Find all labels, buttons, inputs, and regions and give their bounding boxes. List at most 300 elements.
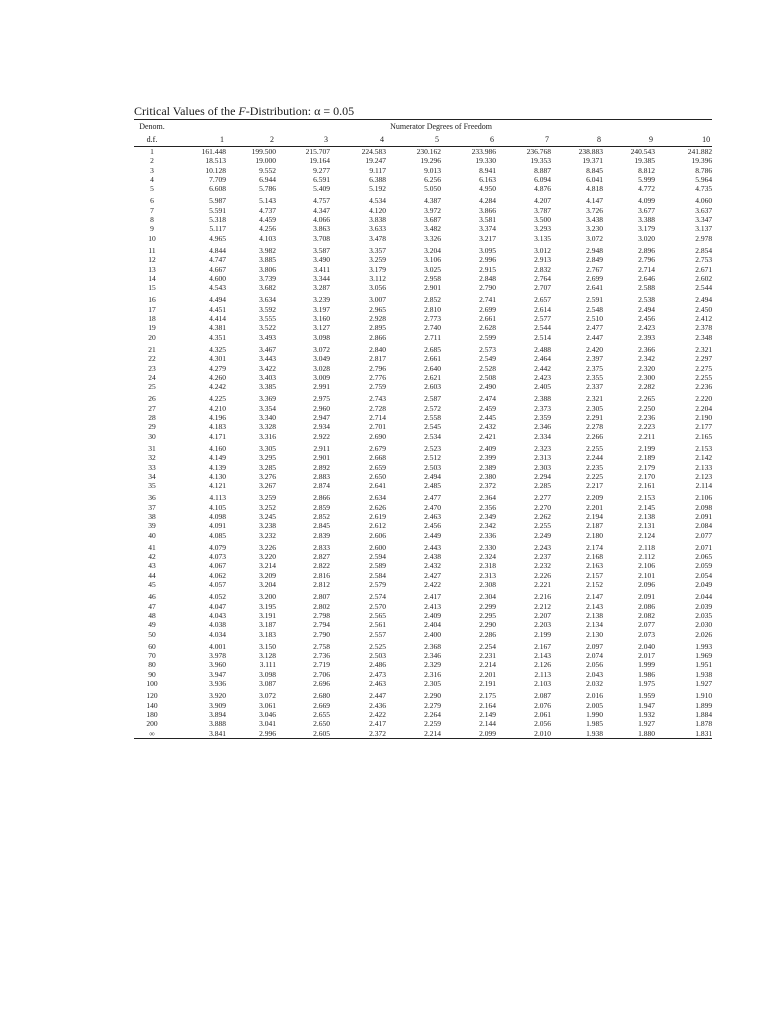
critical-value-cell: 2.588 xyxy=(638,283,655,293)
critical-value-cell: 2.634 xyxy=(369,493,386,503)
critical-value-cell: 3.909 xyxy=(209,700,226,710)
critical-value-cell: 2.355 xyxy=(586,372,603,382)
table-row xyxy=(134,404,712,413)
critical-value-cell: 2.082 xyxy=(638,610,655,620)
critical-value-cell: 3.009 xyxy=(313,372,330,382)
critical-value-cell: 2.098 xyxy=(695,502,713,512)
critical-value-cell: 2.438 xyxy=(424,552,441,562)
critical-value-cell: 2.699 xyxy=(479,304,496,314)
critical-value-cell: 2.852 xyxy=(424,295,441,305)
critical-value-cell: 2.948 xyxy=(586,245,603,255)
table-row xyxy=(134,660,712,669)
critical-value-cell: 2.764 xyxy=(534,273,551,283)
critical-value-cell: 4.038 xyxy=(209,620,226,630)
denom-df-cell: 31 xyxy=(148,443,156,453)
table-row xyxy=(134,639,712,651)
critical-value-cell: 3.098 xyxy=(259,669,276,679)
critical-value-cell: 3.978 xyxy=(209,651,226,661)
critical-value-cell: 19.385 xyxy=(634,156,655,166)
denom-df-cell: 41 xyxy=(148,542,156,552)
critical-value-cell: 3.214 xyxy=(259,561,276,571)
critical-value-cell: 1.938 xyxy=(695,669,713,679)
table-row xyxy=(134,589,712,601)
critical-value-cell: 2.485 xyxy=(424,481,441,491)
denom-df-cell: 3 xyxy=(150,165,154,175)
critical-value-cell: 2.657 xyxy=(534,295,551,305)
critical-value-cell: 2.017 xyxy=(638,651,655,661)
critical-value-cell: 2.975 xyxy=(313,394,330,404)
critical-value-cell: 2.143 xyxy=(586,601,603,611)
critical-value-cell: 2.118 xyxy=(638,542,655,552)
numerator-label: Numerator Degrees of Freedom xyxy=(390,122,493,131)
table-row xyxy=(134,512,712,521)
denom-df-cell: 100 xyxy=(146,679,158,689)
critical-value-cell: 2.822 xyxy=(313,561,330,571)
critical-value-cell: 2.167 xyxy=(534,641,551,651)
critical-value-cell: 4.387 xyxy=(424,196,441,206)
critical-value-cell: 19.396 xyxy=(691,156,713,166)
critical-value-cell: 3.581 xyxy=(479,215,496,225)
critical-value-cell: 2.076 xyxy=(534,700,551,710)
critical-value-cell: 2.131 xyxy=(638,521,655,531)
denom-df-cell: 12 xyxy=(148,255,156,265)
critical-value-cell: 2.124 xyxy=(638,530,655,540)
denom-df-cell: 26 xyxy=(148,394,156,404)
critical-value-cell: 2.388 xyxy=(534,394,551,404)
critical-value-cell: 2.300 xyxy=(638,372,655,382)
critical-value-cell: 2.226 xyxy=(534,570,551,580)
critical-value-cell: 2.573 xyxy=(479,344,496,354)
critical-value-cell: 3.806 xyxy=(259,264,276,274)
denom-df-cell: 32 xyxy=(148,453,156,463)
critical-value-cell: 2.523 xyxy=(424,443,441,453)
denom-df-cell: 39 xyxy=(148,521,156,531)
critical-value-cell: 2.096 xyxy=(638,580,655,590)
critical-value-cell: 2.494 xyxy=(424,471,441,481)
critical-value-cell: 2.422 xyxy=(369,709,386,719)
critical-value-cell: 2.061 xyxy=(534,709,551,719)
critical-value-cell: 2.163 xyxy=(586,561,603,571)
table-body xyxy=(134,147,712,739)
critical-value-cell: 2.510 xyxy=(586,314,603,324)
critical-value-cell: 4.207 xyxy=(534,196,551,206)
denom-df-cell: 15 xyxy=(148,283,156,293)
critical-value-cell: 2.207 xyxy=(534,610,551,620)
critical-value-cell: 2.549 xyxy=(479,354,496,364)
critical-value-cell: 2.044 xyxy=(695,592,713,602)
critical-value-cell: 2.528 xyxy=(479,363,496,373)
critical-value-cell: 3.239 xyxy=(313,295,330,305)
critical-value-cell: 2.508 xyxy=(479,372,496,382)
critical-value-cell: 5.987 xyxy=(209,196,226,206)
critical-value-cell: 2.191 xyxy=(479,679,496,689)
denom-df-cell: 22 xyxy=(148,354,156,364)
critical-value-cell: 2.845 xyxy=(313,521,330,531)
critical-value-cell: 9.277 xyxy=(313,165,330,175)
critical-value-cell: 2.133 xyxy=(695,462,713,472)
critical-value-cell: 2.699 xyxy=(586,273,603,283)
denom-df-cell: 19 xyxy=(148,323,156,333)
critical-value-cell: 8.812 xyxy=(638,165,655,175)
table-row xyxy=(134,292,712,304)
critical-value-cell: 1.990 xyxy=(586,709,603,719)
critical-value-cell: 6.608 xyxy=(209,184,226,194)
critical-value-cell: 2.380 xyxy=(479,471,496,481)
critical-value-cell: 2.313 xyxy=(479,570,496,580)
critical-value-cell: 1.831 xyxy=(655,729,712,739)
critical-value-cell: 3.217 xyxy=(479,233,496,243)
critical-value-cell: 2.077 xyxy=(695,530,713,540)
denom-df-cell: 120 xyxy=(146,691,158,701)
denom-df-cell: 13 xyxy=(148,264,156,274)
critical-value-cell: 3.179 xyxy=(638,224,655,234)
denom-df-cell: 40 xyxy=(148,530,156,540)
critical-value-cell: 4.183 xyxy=(209,422,226,432)
critical-value-cell: 4.043 xyxy=(209,610,226,620)
critical-value-cell: 3.443 xyxy=(259,354,276,364)
critical-value-cell: 3.947 xyxy=(209,669,226,679)
critical-value-cell: 4.171 xyxy=(209,431,226,441)
critical-value-cell: 4.543 xyxy=(209,283,226,293)
critical-value-cell: 4.105 xyxy=(209,502,226,512)
critical-value-cell: 2.859 xyxy=(313,502,330,512)
critical-value-cell: 5.192 xyxy=(369,184,386,194)
critical-value-cell: 2.217 xyxy=(586,481,603,491)
critical-value-cell: 3.061 xyxy=(259,700,276,710)
critical-value-cell: 2.359 xyxy=(534,413,551,423)
critical-value-cell: 3.388 xyxy=(638,215,655,225)
critical-value-cell: 2.741 xyxy=(479,295,496,305)
critical-value-cell: 5.409 xyxy=(313,184,330,194)
title-suffix: -Distribution: α = 0.05 xyxy=(245,104,355,118)
critical-value-cell: 2.285 xyxy=(534,481,551,491)
critical-value-cell: 2.538 xyxy=(638,295,655,305)
table-row xyxy=(134,503,712,512)
critical-value-cell: 2.514 xyxy=(534,332,551,342)
critical-value-cell: 2.255 xyxy=(586,443,603,453)
table-row xyxy=(134,224,712,233)
critical-value-cell: 2.321 xyxy=(586,394,603,404)
critical-value-cell: 2.255 xyxy=(534,521,551,531)
critical-value-cell: 2.405 xyxy=(534,382,551,392)
critical-value-cell: 3.112 xyxy=(369,273,386,283)
critical-value-cell: 4.260 xyxy=(209,372,226,382)
critical-value-cell: 2.447 xyxy=(369,691,386,701)
critical-value-cell: 4.091 xyxy=(209,521,226,531)
critical-value-cell: 1.959 xyxy=(638,691,655,701)
critical-value-cell: 2.112 xyxy=(638,552,655,562)
critical-value-cell: 4.667 xyxy=(209,264,226,274)
critical-value-cell: 3.894 xyxy=(209,709,226,719)
critical-value-cell: 5.117 xyxy=(209,224,226,234)
critical-value-cell: 2.574 xyxy=(369,592,386,602)
critical-value-cell: 8.845 xyxy=(586,165,603,175)
critical-value-cell: 2.149 xyxy=(479,709,496,719)
critical-value-cell: 2.373 xyxy=(534,403,551,413)
critical-value-cell: 5.591 xyxy=(209,205,226,215)
critical-value-cell: 3.493 xyxy=(259,332,276,342)
critical-value-cell: 2.236 xyxy=(695,382,713,392)
critical-value-cell: 3.920 xyxy=(209,691,226,701)
critical-value-cell: 2.147 xyxy=(586,592,603,602)
critical-value-cell: 2.736 xyxy=(313,651,330,661)
denom-df-cell: 47 xyxy=(148,601,156,611)
critical-value-cell: 2.839 xyxy=(313,530,330,540)
critical-value-cell: 19.353 xyxy=(530,156,551,166)
critical-value-cell: 2.579 xyxy=(369,580,386,590)
critical-value-cell: 3.403 xyxy=(259,372,276,382)
denom-df-cell: 1 xyxy=(150,147,154,156)
critical-value-cell: 2.661 xyxy=(424,354,441,364)
critical-value-cell: 2.142 xyxy=(695,453,713,463)
critical-value-cell: 3.087 xyxy=(259,679,276,689)
critical-value-cell: 2.605 xyxy=(276,729,330,739)
critical-value-cell: 3.295 xyxy=(259,453,276,463)
critical-value-cell: 1.985 xyxy=(586,719,603,729)
critical-value-cell: 2.201 xyxy=(479,669,496,679)
critical-value-cell: 2.255 xyxy=(695,372,713,382)
table-row xyxy=(134,710,712,719)
critical-value-cell: 4.001 xyxy=(209,641,226,651)
critical-value-cell: 2.679 xyxy=(369,443,386,453)
critical-value-cell: 3.137 xyxy=(695,224,713,234)
critical-value-cell: 2.996 xyxy=(479,255,496,265)
table-row xyxy=(134,571,712,580)
table-row xyxy=(134,274,712,283)
critical-value-cell: 3.220 xyxy=(259,552,276,562)
critical-value-cell: 3.049 xyxy=(313,354,330,364)
critical-value-cell: 3.866 xyxy=(479,205,496,215)
critical-value-cell: 4.103 xyxy=(259,233,276,243)
critical-value-cell: 2.490 xyxy=(479,382,496,392)
critical-value-cell: 4.149 xyxy=(209,453,226,463)
critical-value-cell: 215.707 xyxy=(305,147,330,156)
table-row xyxy=(134,561,712,570)
critical-value-cell: 2.221 xyxy=(534,580,551,590)
critical-value-cell: 3.467 xyxy=(259,344,276,354)
table-row xyxy=(134,342,712,354)
denom-df-cell: 10 xyxy=(148,233,156,243)
critical-value-cell: 3.687 xyxy=(424,215,441,225)
critical-value-cell: 2.329 xyxy=(424,660,441,670)
critical-value-cell: 2.913 xyxy=(534,255,551,265)
critical-value-cell: 4.737 xyxy=(259,205,276,215)
critical-value-cell: 2.243 xyxy=(534,542,551,552)
critical-value-cell: 3.072 xyxy=(259,691,276,701)
critical-value-cell: 2.091 xyxy=(695,511,713,521)
critical-value-cell: 2.303 xyxy=(534,462,551,472)
critical-value-cell: 2.486 xyxy=(369,660,386,670)
critical-value-cell: 2.378 xyxy=(695,323,713,333)
critical-value-cell: 2.965 xyxy=(369,304,386,314)
critical-value-cell: 3.634 xyxy=(259,295,276,305)
table-row xyxy=(134,147,712,157)
critical-value-cell: 5.318 xyxy=(209,215,226,225)
critical-value-cell: 2.138 xyxy=(638,511,655,521)
page-title xyxy=(134,104,712,120)
critical-value-cell: 3.127 xyxy=(313,323,330,333)
critical-value-cell: 2.892 xyxy=(313,462,330,472)
critical-value-cell: 2.237 xyxy=(534,552,551,562)
critical-value-cell: 2.420 xyxy=(586,344,603,354)
critical-value-cell: 3.340 xyxy=(259,413,276,423)
critical-value-cell: 3.187 xyxy=(259,620,276,630)
critical-value-cell: 2.225 xyxy=(586,471,603,481)
denom-df-cell: 35 xyxy=(148,481,156,491)
critical-value-cell: 9.117 xyxy=(369,165,386,175)
critical-value-cell: 3.726 xyxy=(586,205,603,215)
critical-value-cell: 5.999 xyxy=(638,174,655,184)
critical-value-cell: 3.245 xyxy=(259,511,276,521)
critical-value-cell: 1.899 xyxy=(695,700,713,710)
critical-value-cell: 2.669 xyxy=(313,700,330,710)
critical-value-cell: 2.606 xyxy=(369,530,386,540)
critical-value-cell: 3.438 xyxy=(586,215,603,225)
critical-value-cell: 2.393 xyxy=(638,332,655,342)
table-row xyxy=(134,481,712,490)
critical-value-cell: 2.449 xyxy=(424,530,441,540)
critical-value-cell: 3.888 xyxy=(209,719,226,729)
critical-value-cell: 3.708 xyxy=(313,233,330,243)
critical-value-cell: 2.589 xyxy=(369,561,386,571)
critical-value-cell: 3.357 xyxy=(369,245,386,255)
denom-df-cell: 38 xyxy=(148,511,156,521)
critical-value-cell: 2.474 xyxy=(479,394,496,404)
table-row xyxy=(134,243,712,255)
critical-value-cell: 2.477 xyxy=(586,323,603,333)
critical-value-cell: 2.671 xyxy=(695,264,713,274)
critical-value-cell: 4.757 xyxy=(313,196,330,206)
critical-value-cell: 2.187 xyxy=(586,521,603,531)
critical-value-cell: 2.494 xyxy=(695,295,713,305)
critical-value-cell: 4.325 xyxy=(209,344,226,354)
critical-value-cell: 230.162 xyxy=(416,147,441,156)
critical-value-cell: 2.641 xyxy=(586,283,603,293)
critical-value-cell: 4.052 xyxy=(209,592,226,602)
critical-value-cell: 2.035 xyxy=(695,610,713,620)
critical-value-cell: 2.456 xyxy=(638,314,655,324)
critical-value-cell: 3.490 xyxy=(313,255,330,265)
critical-value-cell: 2.661 xyxy=(479,314,496,324)
table-row xyxy=(134,175,712,184)
critical-value-cell: 3.787 xyxy=(534,205,551,215)
critical-value-cell: 4.772 xyxy=(638,184,655,194)
critical-value-cell: 2.436 xyxy=(369,700,386,710)
critical-value-cell: 2.773 xyxy=(424,314,441,324)
critical-value-cell: 19.371 xyxy=(582,156,603,166)
critical-value-cell: 6.591 xyxy=(313,174,330,184)
critical-value-cell: 3.267 xyxy=(259,481,276,491)
critical-value-cell: 3.982 xyxy=(259,245,276,255)
critical-value-cell: 4.062 xyxy=(209,570,226,580)
column-header-row xyxy=(134,133,712,147)
denom-df-cell: 50 xyxy=(148,629,156,639)
denom-df-cell: 16 xyxy=(148,295,156,305)
table-row xyxy=(134,441,712,453)
denom-df-cell: 45 xyxy=(148,580,156,590)
critical-value-cell: 2.758 xyxy=(313,641,330,651)
critical-value-cell: 3.285 xyxy=(259,462,276,472)
table-row xyxy=(134,611,712,620)
critical-value-cell: 2.477 xyxy=(424,493,441,503)
critical-value-cell: 2.848 xyxy=(479,273,496,283)
critical-value-cell: 2.680 xyxy=(313,691,330,701)
table-row xyxy=(134,531,712,540)
critical-value-cell: 2.459 xyxy=(479,403,496,413)
critical-value-cell: 3.183 xyxy=(259,629,276,639)
critical-value-cell: 3.293 xyxy=(534,224,551,234)
df-label: d.f. xyxy=(134,133,170,147)
critical-value-cell: 2.947 xyxy=(313,413,330,423)
table-row xyxy=(134,413,712,422)
critical-value-cell: 4.818 xyxy=(586,184,603,194)
critical-value-cell: 3.276 xyxy=(259,471,276,481)
critical-value-cell: 9.552 xyxy=(259,165,276,175)
critical-value-cell: 2.054 xyxy=(695,570,713,580)
critical-value-cell: 1.951 xyxy=(695,660,713,670)
critical-value-cell: 2.494 xyxy=(638,304,655,314)
critical-value-cell: 1.927 xyxy=(638,719,655,729)
critical-value-cell: 2.711 xyxy=(424,332,441,342)
table-row xyxy=(134,193,712,205)
table-row xyxy=(134,206,712,215)
critical-value-cell: 1.947 xyxy=(638,700,655,710)
critical-value-cell: 2.320 xyxy=(638,363,655,373)
critical-value-cell: 3.936 xyxy=(209,679,226,689)
critical-value-cell: 2.174 xyxy=(586,542,603,552)
critical-value-cell: 4.876 xyxy=(534,184,551,194)
denom-df-cell: 21 xyxy=(148,344,156,354)
critical-value-cell: 3.238 xyxy=(259,521,276,531)
denom-df-cell: 29 xyxy=(148,422,156,432)
critical-value-cell: 2.445 xyxy=(479,413,496,423)
critical-value-cell: 2.422 xyxy=(424,580,441,590)
critical-value-cell: 4.057 xyxy=(209,580,226,590)
critical-value-cell: 4.121 xyxy=(209,481,226,491)
critical-value-cell: 2.685 xyxy=(424,344,441,354)
critical-value-cell: 2.216 xyxy=(534,592,551,602)
critical-value-cell: 2.368 xyxy=(424,641,441,651)
critical-value-cell: 2.026 xyxy=(695,629,713,639)
critical-value-cell: 2.364 xyxy=(479,493,496,503)
critical-value-cell: 3.316 xyxy=(259,431,276,441)
critical-value-cell: 2.123 xyxy=(695,471,713,481)
critical-value-cell: 4.381 xyxy=(209,323,226,333)
critical-value-cell: 2.043 xyxy=(586,669,603,679)
critical-value-cell: 3.191 xyxy=(259,610,276,620)
critical-value-cell: 2.591 xyxy=(586,295,603,305)
table-row xyxy=(134,472,712,481)
table-row xyxy=(134,373,712,382)
critical-value-cell: 2.817 xyxy=(369,354,386,364)
critical-value-cell: 2.996 xyxy=(226,729,276,739)
critical-value-cell: 2.796 xyxy=(638,255,655,265)
table-row xyxy=(134,729,712,739)
column-header: 7 xyxy=(496,133,551,147)
critical-value-cell: 3.677 xyxy=(638,205,655,215)
critical-value-cell: 5.964 xyxy=(695,174,713,184)
table-row xyxy=(134,156,712,165)
critical-value-cell: 2.619 xyxy=(369,511,386,521)
critical-value-cell: 2.442 xyxy=(534,363,551,373)
critical-value-cell: 5.050 xyxy=(424,184,441,194)
column-header: 6 xyxy=(441,133,496,147)
critical-value-cell: 2.144 xyxy=(479,719,496,729)
critical-value-cell: 4.085 xyxy=(209,530,226,540)
critical-value-cell: 1.884 xyxy=(695,709,713,719)
critical-value-cell: 2.798 xyxy=(313,610,330,620)
critical-value-cell: 2.432 xyxy=(424,561,441,571)
